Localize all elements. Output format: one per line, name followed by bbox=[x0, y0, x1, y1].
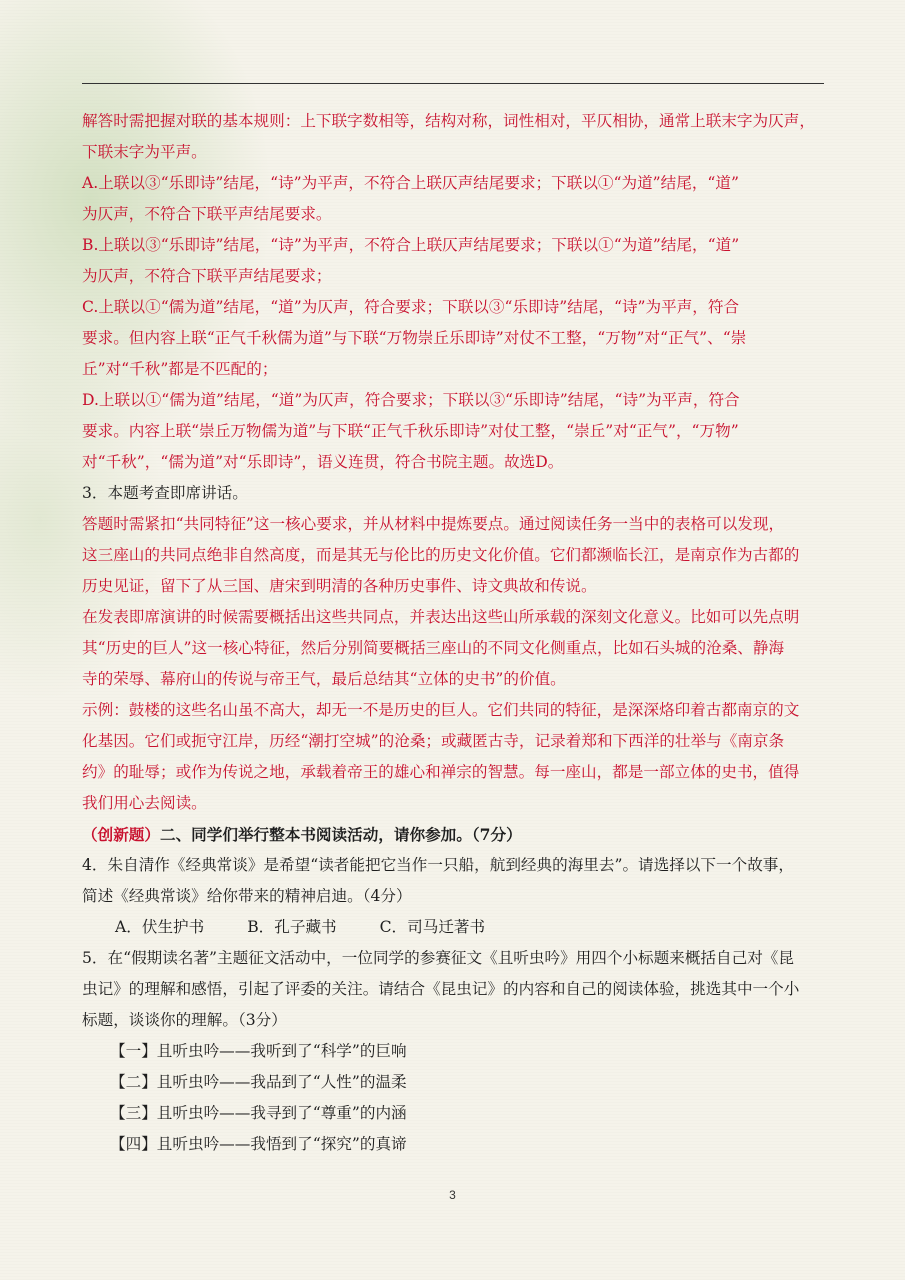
answer-line: 要求。但内容上联“正气千秋儒为道”与下联“万物崇丘乐即诗”对仗不工整，“万物”对“正气”、“崇 bbox=[82, 329, 747, 347]
option-c-analysis: C.上联以①“儒为道”结尾，“道”为仄声，符合要求；下联以③“乐即诗”结尾，“诗”为平声，符合 bbox=[82, 298, 740, 316]
answer-line: 为仄声，不符合下联平声结尾要求。 bbox=[82, 205, 332, 223]
example-line: 化基因。它们或扼守江岸，历经“潮打空城”的沧桑；或藏匿古寺，记录着郑和下西洋的壮举与《南京条 bbox=[82, 732, 785, 750]
answer-line: 为仄声，不符合下联平声结尾要求； bbox=[82, 267, 332, 285]
subtitle-item: 【一】且听虫吟——我听到了“科学”的巨响 bbox=[110, 1042, 407, 1060]
answer-line: 这三座山的共同点绝非自然高度，而是其无与伦比的历史文化价值。它们都濒临长江，是南京作为古都的 bbox=[82, 546, 800, 564]
subtitle-item: 【三】且听虫吟——我寻到了“尊重”的内涵 bbox=[110, 1104, 407, 1122]
example-line: 示例：鼓楼的这些名山虽不高大，却无一不是历史的巨人。它们共同的特征，是深深烙印着古都南京的文 bbox=[82, 701, 800, 719]
document-body bbox=[82, 106, 826, 1160]
page-number: 3 bbox=[449, 1188, 456, 1202]
option-d-analysis: D.上联以①“儒为道”结尾，“道”为仄声，符合要求；下联以③“乐即诗”结尾，“诗”为平声，符合 bbox=[82, 391, 740, 409]
answer-line: 答题时需紧扣“共同特征”这一核心要求，并从材料中提炼要点。通过阅读任务一当中的表格可以发现， bbox=[82, 515, 785, 533]
answer-line: 解答时需把握对联的基本规则：上下联字数相等，结构对称，词性相对，平仄相协，通常上联末字为仄声， bbox=[82, 112, 815, 130]
answer-line: 下联末字为平声。 bbox=[82, 143, 207, 161]
example-line: 约》的耻辱；或作为传说之地，承载着帝王的雄心和禅宗的智慧。每一座山，都是一部立体的史书，值得 bbox=[82, 763, 800, 781]
option-a: A．伏生护书 bbox=[115, 918, 205, 936]
subtitle-item: 【四】且听虫吟——我悟到了“探究”的真谛 bbox=[110, 1135, 407, 1153]
option-c: C．司马迁著书 bbox=[379, 918, 486, 936]
answer-line: 历史见证，留下了从三国、唐宋到明清的各种历史事件、诗文典故和传说。 bbox=[82, 577, 597, 595]
innovation-tag: （创新题） bbox=[82, 825, 160, 844]
question-5-line: 虫记》的理解和感悟，引起了评委的关注。请结合《昆虫记》的内容和自己的阅读体验，挑选其中一个小 bbox=[82, 980, 800, 998]
answer-line: 丘”对“千秋”都是不匹配的； bbox=[82, 360, 278, 378]
answer-line: 寺的荣辱、幕府山的传说与帝王气，最后总结其“立体的史书”的价值。 bbox=[82, 670, 566, 688]
answer-line: 对“千秋”，“儒为道”对“乐即诗”，语义连贯，符合书院主题。故选D。 bbox=[82, 453, 564, 471]
example-line: 我们用心去阅读。 bbox=[82, 794, 207, 812]
section-2-title: 二、同学们举行整本书阅读活动，请你参加。（7分） bbox=[159, 825, 522, 844]
question-4-line: 简述《经典常谈》给你带来的精神启迪。（4分） bbox=[82, 887, 412, 905]
header-rule bbox=[82, 83, 824, 84]
answer-line: 在发表即席演讲的时候需要概括出这些共同点，并表达出这些山所承载的深刻文化意义。比如可以先点明 bbox=[82, 608, 800, 626]
question-5-line: 标题，谈谈你的理解。（3分） bbox=[82, 1011, 287, 1029]
option-b: B．孔子藏书 bbox=[247, 918, 337, 936]
question-5-line: 5．在“假期读名著”主题征文活动中，一位同学的参赛征文《且听虫吟》用四个小标题来概括自己对《昆 bbox=[82, 949, 794, 967]
option-a-analysis: A.上联以③“乐即诗”结尾，“诗”为平声，不符合上联仄声结尾要求；下联以①“为道”结尾，“道” bbox=[82, 174, 739, 192]
question-4-options bbox=[82, 912, 826, 943]
answer-line: 要求。内容上联“崇丘万物儒为道”与下联“正气千秋乐即诗”对仗工整，“崇丘”对“正气”，“万物” bbox=[82, 422, 739, 440]
subtitle-item: 【二】且听虫吟——我品到了“人性”的温柔 bbox=[110, 1073, 407, 1091]
option-b-analysis: B.上联以③“乐即诗”结尾，“诗”为平声，不符合上联仄声结尾要求；下联以①“为道”结尾，“道” bbox=[82, 236, 740, 254]
answer-line: 其“历史的巨人”这一核心特征，然后分别简要概括三座山的不同文化侧重点，比如石头城的沧桑、静海 bbox=[82, 639, 785, 657]
question-4-line: 4．朱自清作《经典常谈》是希望“读者能把它当作一只船，航到经典的海里去”。请选择以下一个故事， bbox=[82, 856, 794, 874]
section-2-heading bbox=[82, 819, 826, 850]
question-3-heading: 3．本题考查即席讲话。 bbox=[82, 484, 248, 502]
